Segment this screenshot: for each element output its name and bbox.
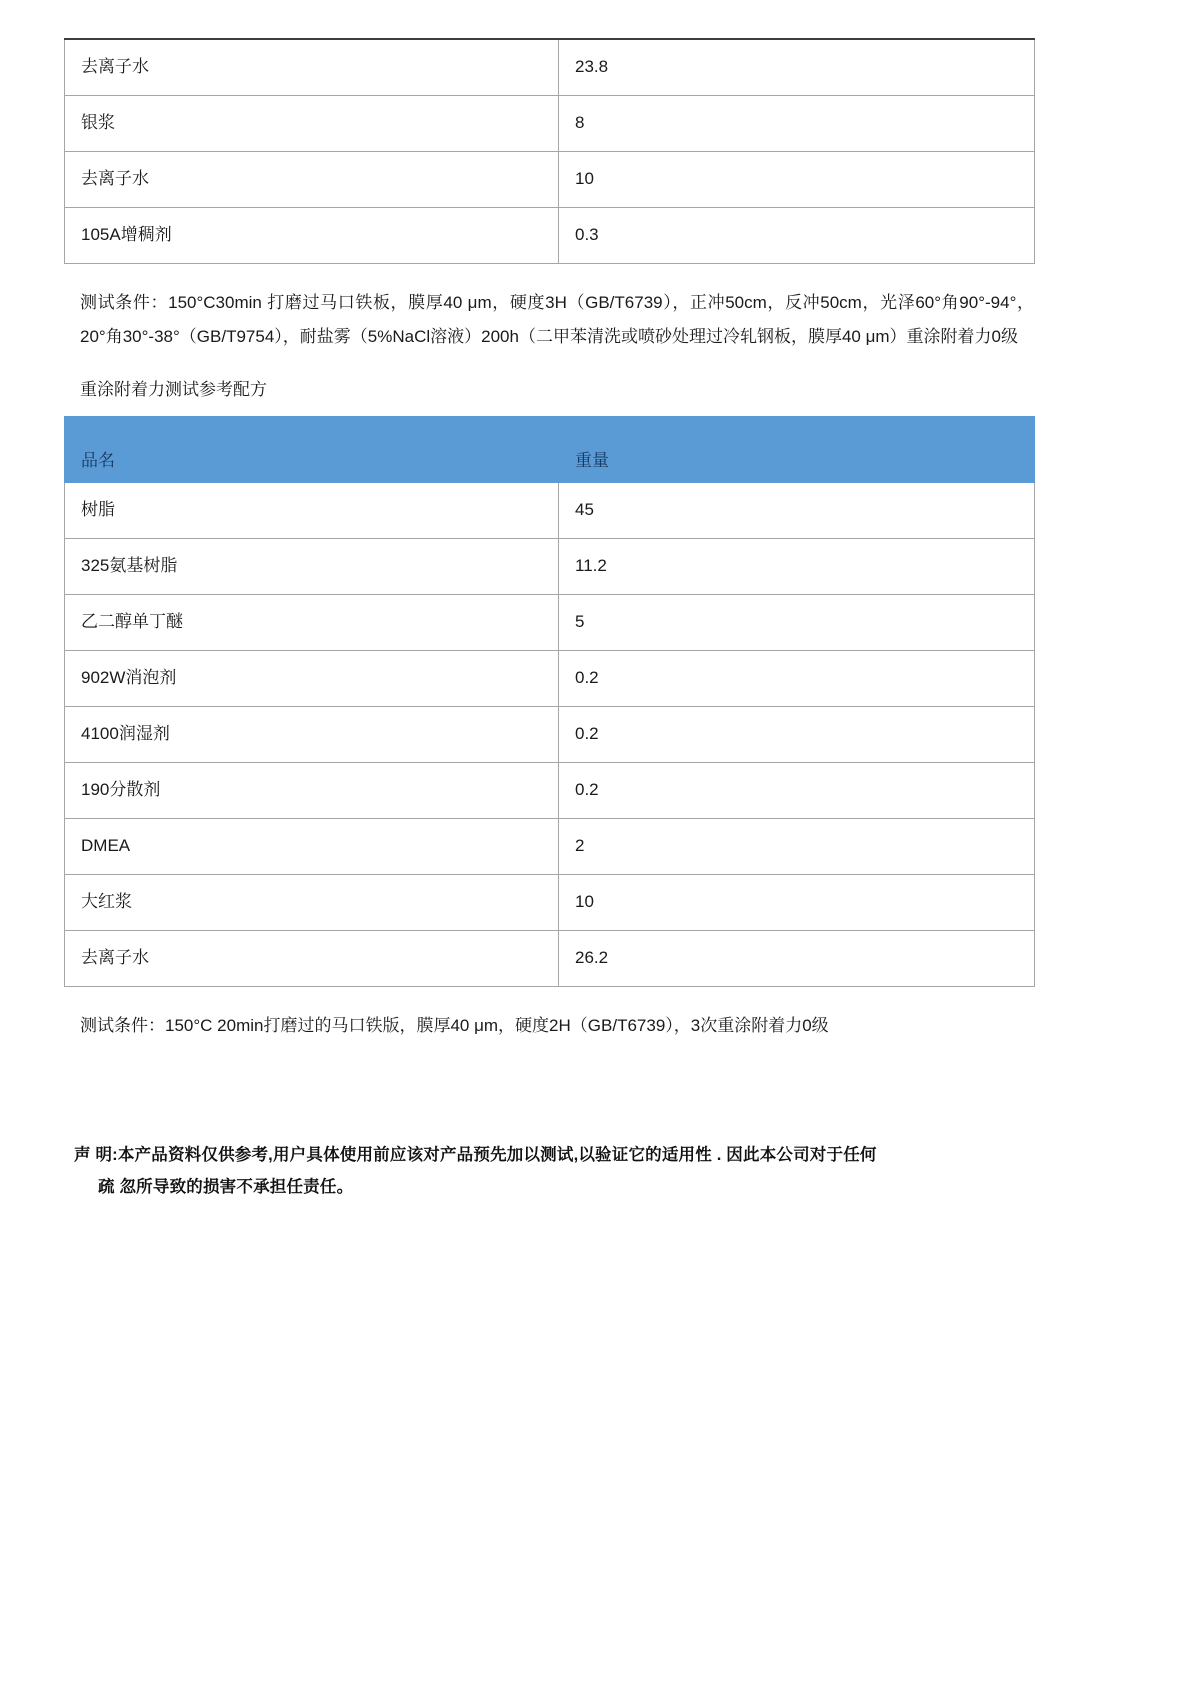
- ingredient-weight: 8: [559, 96, 1035, 152]
- table-header-row: [65, 417, 1035, 483]
- ingredient-name: 902W消泡剂: [65, 651, 559, 707]
- ingredient-name: 银浆: [65, 96, 559, 152]
- ingredient-weight: 11.2: [559, 539, 1035, 595]
- continued-formula-table: [64, 38, 1035, 264]
- ingredient-weight: 10: [559, 152, 1035, 208]
- ingredient-name: 去离子水: [65, 152, 559, 208]
- table-row: [65, 763, 1035, 819]
- ingredient-name: 去离子水: [65, 39, 559, 96]
- ingredient-name: 树脂: [65, 483, 559, 539]
- column-header-name: 品名: [65, 417, 559, 483]
- test-conditions-paragraph-2: 测试条件：150°C 20min打磨过的马口铁版，膜厚40 μm，硬度2H（GB/T6739），3次重涂附着力0级: [80, 1016, 829, 1035]
- ingredient-name: 325氨基树脂: [65, 539, 559, 595]
- formula-table-head: [65, 417, 1035, 483]
- formula-table-body: [65, 483, 1035, 987]
- title-table-spacer: [64, 404, 1034, 416]
- recoat-adhesion-formula-table: [64, 416, 1035, 987]
- table-row: [65, 819, 1035, 875]
- table-row: [65, 931, 1035, 987]
- ingredient-name: 大红浆: [65, 875, 559, 931]
- ingredient-name: DMEA: [65, 819, 559, 875]
- table-row: [65, 707, 1035, 763]
- test-conditions-block-2: [64, 1009, 1034, 1043]
- table-row: [65, 539, 1035, 595]
- ingredient-weight: 0.2: [559, 763, 1035, 819]
- continued-formula-table-body: [65, 39, 1035, 264]
- top-spacer: [64, 0, 1034, 38]
- table-row: [65, 483, 1035, 539]
- ingredient-weight: 2: [559, 819, 1035, 875]
- test-conditions-paragraph-1: 测试条件：150°C30min 打磨过马口铁板，膜厚40 μm，硬度3H（GB/T6739），正冲50cm，反冲50cm，光泽60°角90°-94°， 20°角30°-38°（GB/T9754），耐盐雾（5%NaCl溶液）200h（二甲苯清洗或喷砂处理过冷轧钢板，膜厚40 μm）重涂附着力0级: [80, 293, 1034, 346]
- ingredient-weight: 0.3: [559, 208, 1035, 264]
- disclaimer: [64, 1139, 1014, 1203]
- table-row: [65, 595, 1035, 651]
- column-header-weight: 重量: [559, 417, 1035, 483]
- document-content: [64, 0, 1034, 1203]
- ingredient-weight: 10: [559, 875, 1035, 931]
- ingredient-name: 190分散剂: [65, 763, 559, 819]
- section-title: 重涂附着力测试参考配方: [80, 380, 267, 399]
- ingredient-name: 105A增稠剂: [65, 208, 559, 264]
- table-row: [65, 208, 1035, 264]
- disclaimer-line-2: 疏 忽所导致的损害不承担任责任。: [98, 1178, 354, 1196]
- table-row: [65, 875, 1035, 931]
- ingredient-weight: 0.2: [559, 707, 1035, 763]
- table-row: [65, 651, 1035, 707]
- table-row: [65, 152, 1035, 208]
- disclaimer-line-1: 声 明:本产品资料仅供参考,用户具体使用前应该对产品预先加以测试,以验证它的适用性 . 因此本公司对于任何: [74, 1146, 877, 1164]
- ingredient-weight: 26.2: [559, 931, 1035, 987]
- ingredient-weight: 5: [559, 595, 1035, 651]
- table-row: [65, 96, 1035, 152]
- table-row: [65, 39, 1035, 96]
- test-conditions-block-1: [64, 286, 1034, 354]
- ingredient-weight: 23.8: [559, 39, 1035, 96]
- ingredient-name: 4100润湿剂: [65, 707, 559, 763]
- ingredient-name: 乙二醇单丁醚: [65, 595, 559, 651]
- section-spacer: [64, 354, 1034, 376]
- ingredient-name: 去离子水: [65, 931, 559, 987]
- ingredient-weight: 45: [559, 483, 1035, 539]
- ingredient-weight: 0.2: [559, 651, 1035, 707]
